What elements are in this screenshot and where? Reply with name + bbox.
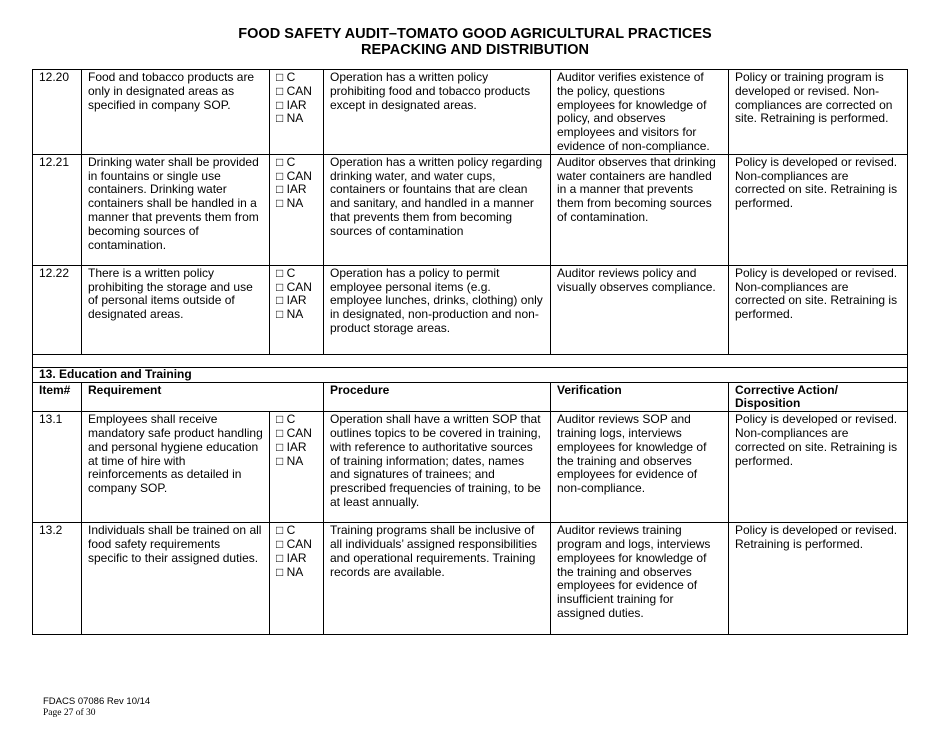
audit-table xyxy=(32,69,908,635)
requirement-cell: Food and tobacco products are only in designated areas as specified in company SOP. xyxy=(82,70,270,155)
option-iar[interactable]: □ IAR xyxy=(276,97,307,112)
header-row xyxy=(33,382,908,412)
spacer-row xyxy=(33,354,908,367)
item-number: 12.21 xyxy=(33,154,82,265)
option-iar[interactable]: □ IAR xyxy=(276,293,307,308)
requirement-cell: Employees shall receive mandatory safe product handling and personal hygiene education at time of hire with reinforcements as detailed in company SOP. xyxy=(82,412,270,523)
option-c[interactable]: □ C xyxy=(276,265,296,280)
section-title: 13. Education and Training xyxy=(33,367,908,382)
item-number: 13.2 xyxy=(33,523,82,635)
compliance-options xyxy=(270,154,324,265)
section-title-row xyxy=(33,367,908,382)
compliance-options xyxy=(270,412,324,523)
option-iar[interactable]: □ IAR xyxy=(276,550,307,565)
corrective-cell: Policy or training program is developed or revised. Non-compliances are corrected on site. Retraining is performed. xyxy=(729,70,908,155)
option-c[interactable]: □ C xyxy=(276,70,296,84)
compliance-options xyxy=(270,265,324,354)
compliance-options xyxy=(270,523,324,635)
corrective-cell: Policy is developed or revised. Non-compliances are corrected on site. Retraining is performed. xyxy=(729,265,908,354)
procedure-cell: Training programs shall be inclusive of all individuals’ assigned responsibilities and operational requirements. Training records are available. xyxy=(324,523,551,635)
option-can[interactable]: □ CAN xyxy=(276,279,312,294)
table-row xyxy=(33,412,908,523)
document-subtitle: REPACKING AND DISTRIBUTION xyxy=(361,42,589,58)
procedure-cell: Operation has a written policy prohibiting food and tobacco products except in designated areas. xyxy=(324,70,551,155)
form-number: FDACS 07086 Rev 10/14 xyxy=(43,696,151,707)
spacer-cell xyxy=(33,354,908,367)
procedure-cell: Operation shall have a written SOP that outlines topics to be covered in training, with reference to authoritative sources of training information; dates, names and signatures of trainees; and prescribed frequencies of training, to be at least annually. xyxy=(324,412,551,523)
item-number: 13.1 xyxy=(33,412,82,523)
verification-cell: Auditor observes that drinking water containers are handled in a manner that prevents them from becoming sources of contamination. xyxy=(551,154,729,265)
procedure-cell: Operation has a written policy regarding drinking water, and water cups, containers or fountains that are clean and sanitary, and handled in a manner that prevents them from becoming sources of contamination xyxy=(324,154,551,265)
procedure-cell: Operation has a policy to permit employee personal items (e.g. employee lunches, drinks, clothing) only in designated, non-production and non-product storage areas. xyxy=(324,265,551,354)
page-number: Page 27 of 30 xyxy=(43,708,96,718)
option-c[interactable]: □ C xyxy=(276,523,296,538)
option-na[interactable]: □ NA xyxy=(276,307,304,322)
compliance-options xyxy=(270,70,324,155)
item-number: 12.20 xyxy=(33,70,82,155)
option-can[interactable]: □ CAN xyxy=(276,536,312,551)
option-c[interactable]: □ C xyxy=(276,154,296,169)
table-row xyxy=(33,154,908,265)
option-can[interactable]: □ CAN xyxy=(276,168,312,183)
option-can[interactable]: □ CAN xyxy=(276,83,312,98)
header-verification: Verification xyxy=(551,382,729,412)
corrective-cell: Policy is developed or revised. Non-compliances are corrected on site. Retraining is performed. xyxy=(729,154,908,265)
option-c[interactable]: □ C xyxy=(276,412,296,427)
option-na[interactable]: □ NA xyxy=(276,564,304,579)
requirement-cell: Individuals shall be trained on all food safety requirements specific to their assigned duties. xyxy=(82,523,270,635)
option-iar[interactable]: □ IAR xyxy=(276,182,307,197)
option-na[interactable]: □ NA xyxy=(276,111,304,126)
option-iar[interactable]: □ IAR xyxy=(276,439,307,454)
verification-cell: Auditor verifies existence of the policy, questions employees for knowledge of policy, and observes employees and visitors for evidence of non-compliance. xyxy=(551,70,729,155)
header-corrective: Corrective Action/ Disposition xyxy=(729,382,908,412)
verification-cell: Auditor reviews SOP and training logs, interviews employees for knowledge of the training and observes employees for evidence of non-compliance. xyxy=(551,412,729,523)
document-title: FOOD SAFETY AUDIT–TOMATO GOOD AGRICULTURAL PRACTICES xyxy=(238,26,712,42)
verification-cell: Auditor reviews training program and logs, interviews employees for knowledge of the training and observes employees for evidence of insufficient training for assigned duties. xyxy=(551,523,729,635)
requirement-cell: Drinking water shall be provided in fountains or single use containers. Drinking water containers shall be handled in a manner that prevents them from becoming sources of contamination. xyxy=(82,154,270,265)
requirement-cell: There is a written policy prohibiting the storage and use of personal items outside of designated areas. xyxy=(82,265,270,354)
header-requirement: Requirement xyxy=(82,382,324,412)
option-can[interactable]: □ CAN xyxy=(276,425,312,440)
header-procedure: Procedure xyxy=(324,382,551,412)
header-item: Item# xyxy=(33,382,82,412)
item-number: 12.22 xyxy=(33,265,82,354)
corrective-cell: Policy is developed or revised. Retraining is performed. xyxy=(729,523,908,635)
verification-cell: Auditor reviews policy and visually observes compliance. xyxy=(551,265,729,354)
option-na[interactable]: □ NA xyxy=(276,453,304,468)
option-na[interactable]: □ NA xyxy=(276,196,304,211)
table-row xyxy=(33,265,908,354)
table-row xyxy=(33,70,908,155)
corrective-cell: Policy is developed or revised. Non-compliances are corrected on site. Retraining is performed. xyxy=(729,412,908,523)
table-row xyxy=(33,523,908,635)
